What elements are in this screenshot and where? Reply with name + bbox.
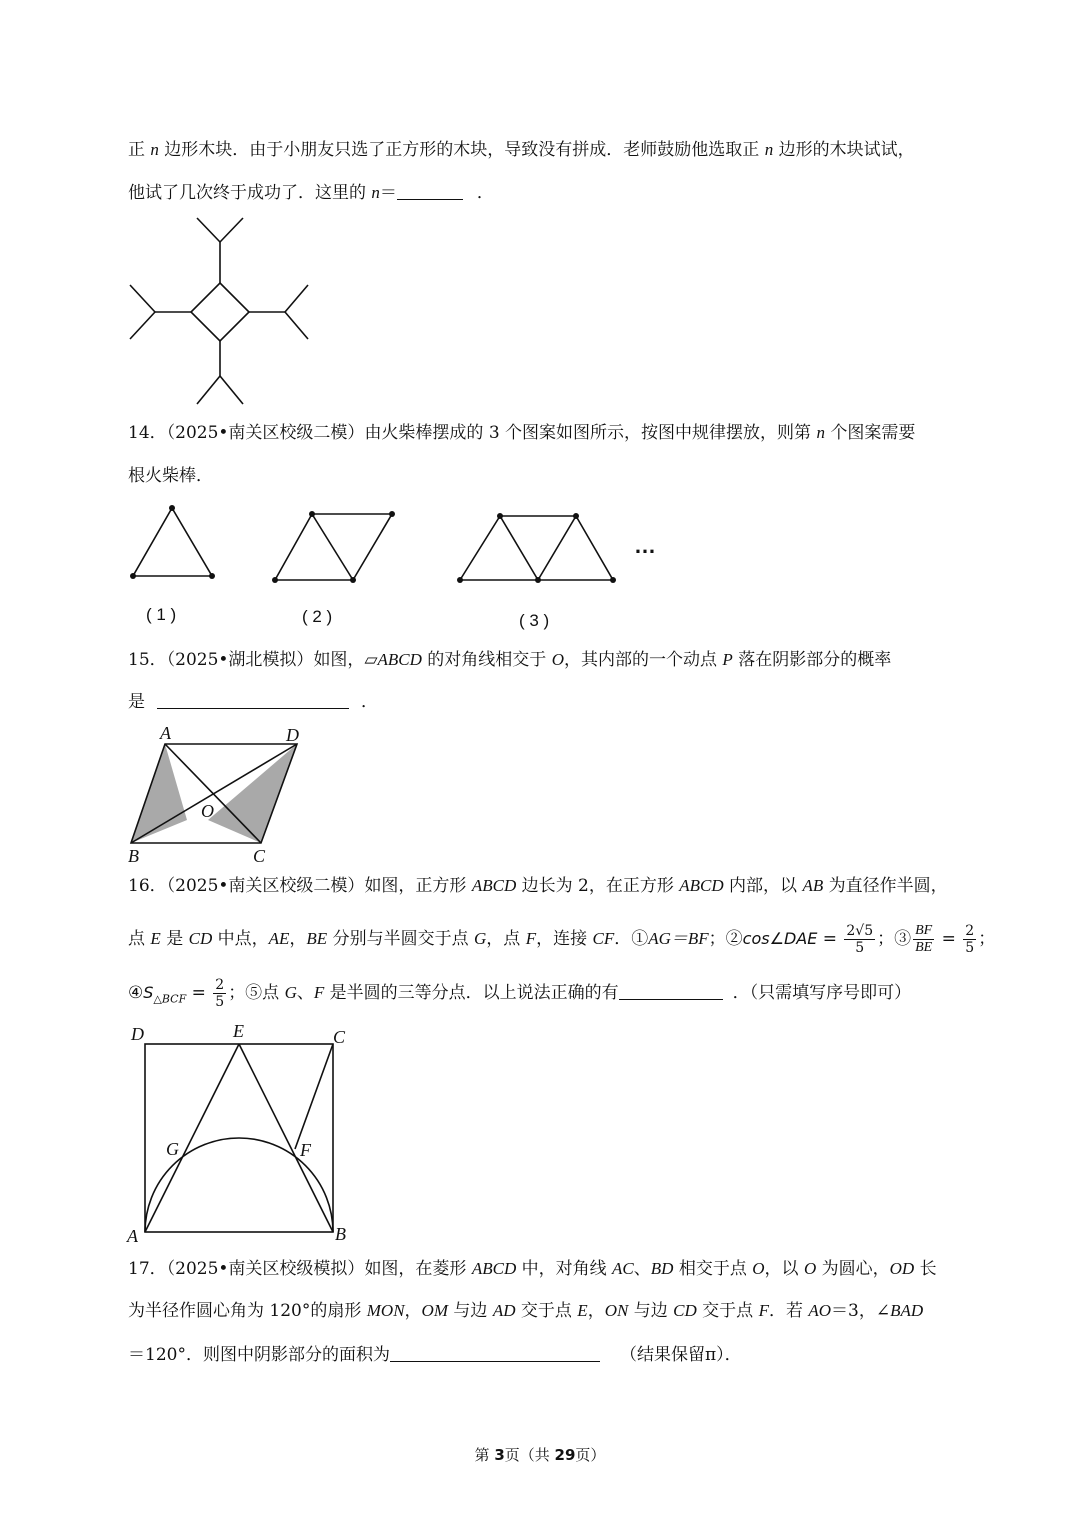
q17-line-1: 17．（2025•南关区校级模拟）如图，在菱形 ABCD 中，对角线 AC、BD 相交于点 O，以 O 为圆心，OD 长 [128, 1259, 937, 1279]
q16-label-e: E [233, 1021, 244, 1041]
q16-answer-blank[interactable] [619, 981, 723, 1000]
q13-line-2: 他试了几次终于成功了．这里的 n＝ ． [128, 183, 494, 203]
q16-figure [125, 1016, 355, 1246]
q16-label-f: F [300, 1140, 311, 1160]
q16-label-d: D [131, 1024, 144, 1044]
q15-label-b: B [128, 846, 139, 866]
q16-frac-1: $\frac{2√5}{5}$ [846, 923, 874, 956]
q15-label-c: C [253, 846, 266, 866]
page-footer: 第 3页（共 29页） [474, 1446, 606, 1464]
q13-line-1: 正 n 边形木块．由于小朋友只选了正方形的木块，导致没有拼成．老师鼓励他选取正 n 边形的木块试试， [128, 140, 915, 160]
q14-pattern-1 [133, 508, 212, 576]
q14-figure [120, 498, 660, 590]
q13-figure [125, 212, 315, 412]
parallelogram-icon: ▱ [364, 650, 378, 670]
q16-frac-4: $\frac{2}{5}$ [215, 977, 225, 1010]
q14-caption-1: ( 1 ) [146, 605, 177, 624]
q15-answer-blank[interactable] [157, 690, 349, 709]
q15-line-2: 是 ． [128, 692, 378, 712]
q16-frac-3: $\frac{2}{5}$ [965, 923, 975, 956]
q15-label-o: O [201, 801, 214, 821]
q14-pattern-2 [275, 514, 392, 580]
q15-label-d: D [286, 725, 299, 745]
q15-line-1: 15．（2025•湖北模拟）如图，▱ABCD 的对角线相交于 O，其内部的一个动点 P 落在阴影部分的概率 [128, 650, 892, 670]
q13-answer-blank[interactable] [397, 181, 463, 200]
q14-line-2: 根火柴棒． [128, 466, 213, 486]
q13-square [191, 283, 249, 341]
q17-line-2: 为半径作圆心角为 120°的扇形 MON，OM 与边 AD 交于点 E，ON 与边 CD 交于点 F．若 AO＝3，∠BAD [128, 1301, 924, 1321]
q14-pattern-3 [460, 516, 613, 580]
q14-line-1: 14．（2025•南关区校级二模）由火柴棒摆成的 3 个图案如图所示，按图中规律摆放，则第 n 个图案需要 [128, 423, 916, 443]
q16-label-g: G [166, 1139, 179, 1159]
q17-line-3: ＝120°．则图中阴影部分的面积为 （结果保留π）． [128, 1345, 742, 1365]
q16-line-2: 点 E 是 CD 中点，AE，BE 分别与半圆交于点 G，点 F，连接 CF．①AG＝BF；②cos∠DAE = $\frac{2√5}{5}$ ；③ $\frac{BF}{BE}$ = $\frac{2}{5}$ ； [128, 923, 996, 956]
q16-line-3: $④S_{\triangle BCF}$ = $\frac{2}{5}$ ；⑤点 G、F 是半圆的三等分点．以上说法正确的有 ．（只需填写序号即可） [128, 977, 912, 1010]
q17-answer-blank[interactable] [390, 1343, 600, 1362]
q16-label-b: B [335, 1224, 346, 1244]
q15-figure [122, 722, 312, 868]
q16-label-a: A [127, 1226, 138, 1246]
q14-ellipsis: … [634, 533, 656, 558]
q16-frac-2: $\frac{BF}{BE}$ [915, 923, 933, 955]
q15-label-a: A [160, 723, 171, 743]
q14-caption-3: ( 3 ) [519, 611, 550, 630]
q16-label-c: C [333, 1027, 346, 1047]
q14-caption-2: ( 2 ) [302, 607, 333, 626]
q16-line-1: 16．（2025•南关区校级二模）如图，正方形 ABCD 边长为 2，在正方形 ABCD 内部，以 AB 为直径作半圆， [128, 876, 948, 896]
